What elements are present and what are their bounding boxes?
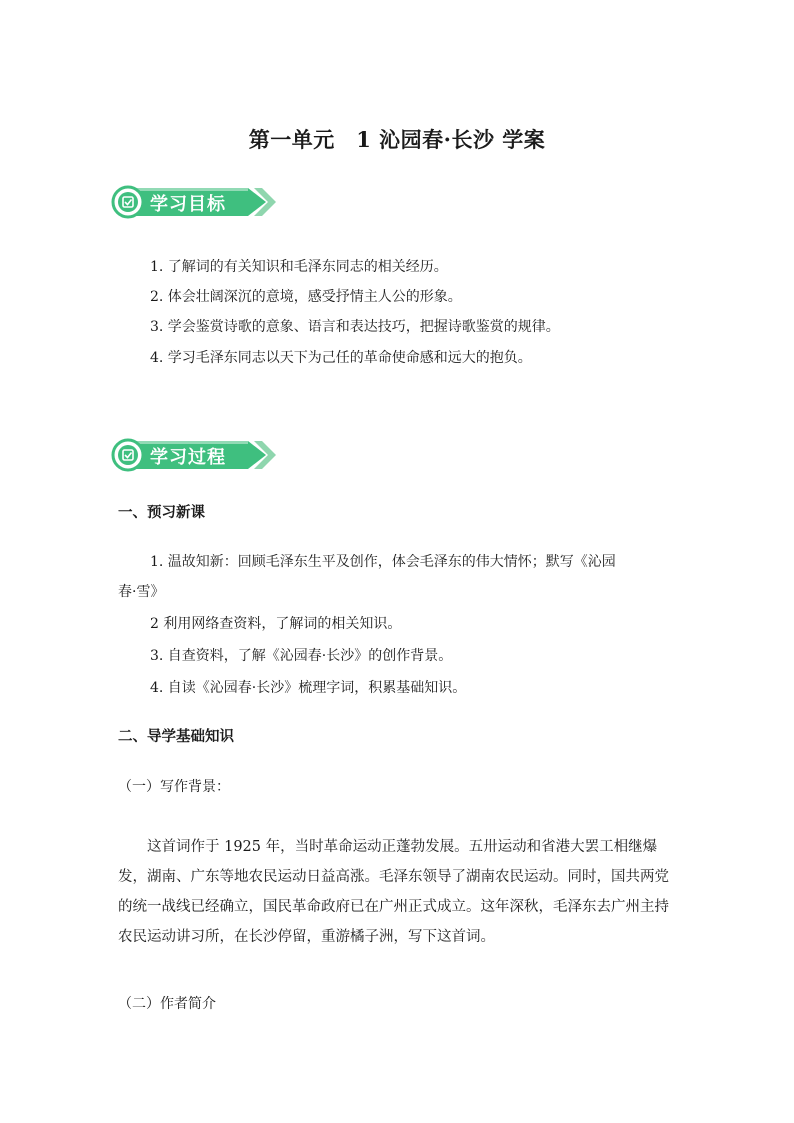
preview-item-2: 2 利用网络查资料，了解词的相关知识。 — [150, 616, 402, 632]
preview-item-1-line2: 春·雪》 — [118, 584, 165, 600]
objective-item-3: 3. 学会鉴赏诗歌的意象、语言和表达技巧，把握诗歌鉴赏的规律。 — [150, 319, 560, 335]
background-paragraph — [118, 832, 678, 952]
banner-label: 学习目标 — [150, 194, 226, 215]
part2-heading: 二、导学基础知识 — [118, 728, 234, 745]
background-text: 这首词作于 1925 年，当时革命运动正蓬勃发展。五卅运动和省港大罢工相继爆发，湖南、广东等地农民运动日益高涨。毛泽东领导了湖南农民运动。同时，国共两党的统一战线已经确立，国民革命政府已在广州正式成立。这年深秋，毛泽东去广州主持农民运动讲习所，在长沙停留，重游橘子洲，写下这首词。 — [118, 839, 669, 945]
section-banner-process — [110, 437, 280, 473]
sub2-heading: （二）作者简介 — [118, 996, 216, 1012]
page-title: 第一单元 1 沁园春·长沙 学案 — [248, 127, 546, 152]
preview-item-1-line1: 1. 温故知新：回顾毛泽东生平及创作，体会毛泽东的伟大情怀；默写《沁园 — [150, 554, 616, 570]
preview-item-3: 3. 自查资料，了解《沁园春·长沙》的创作背景。 — [150, 648, 453, 664]
sub1-heading: （一）写作背景： — [118, 779, 230, 795]
part1-heading: 一、预习新课 — [118, 504, 205, 521]
objective-item-4: 4. 学习毛泽东同志以天下为己任的革命使命感和远大的抱负。 — [150, 350, 532, 366]
objective-item-1: 1. 了解词的有关知识和毛泽东同志的相关经历。 — [150, 259, 448, 275]
section-banner-objectives — [110, 184, 280, 220]
banner-label: 学习过程 — [150, 447, 226, 468]
preview-item-4: 4. 自读《沁园春·长沙》梳理字词，积累基础知识。 — [150, 680, 467, 696]
objective-item-2: 2. 体会壮阔深沉的意境，感受抒情主人公的形象。 — [150, 289, 462, 305]
